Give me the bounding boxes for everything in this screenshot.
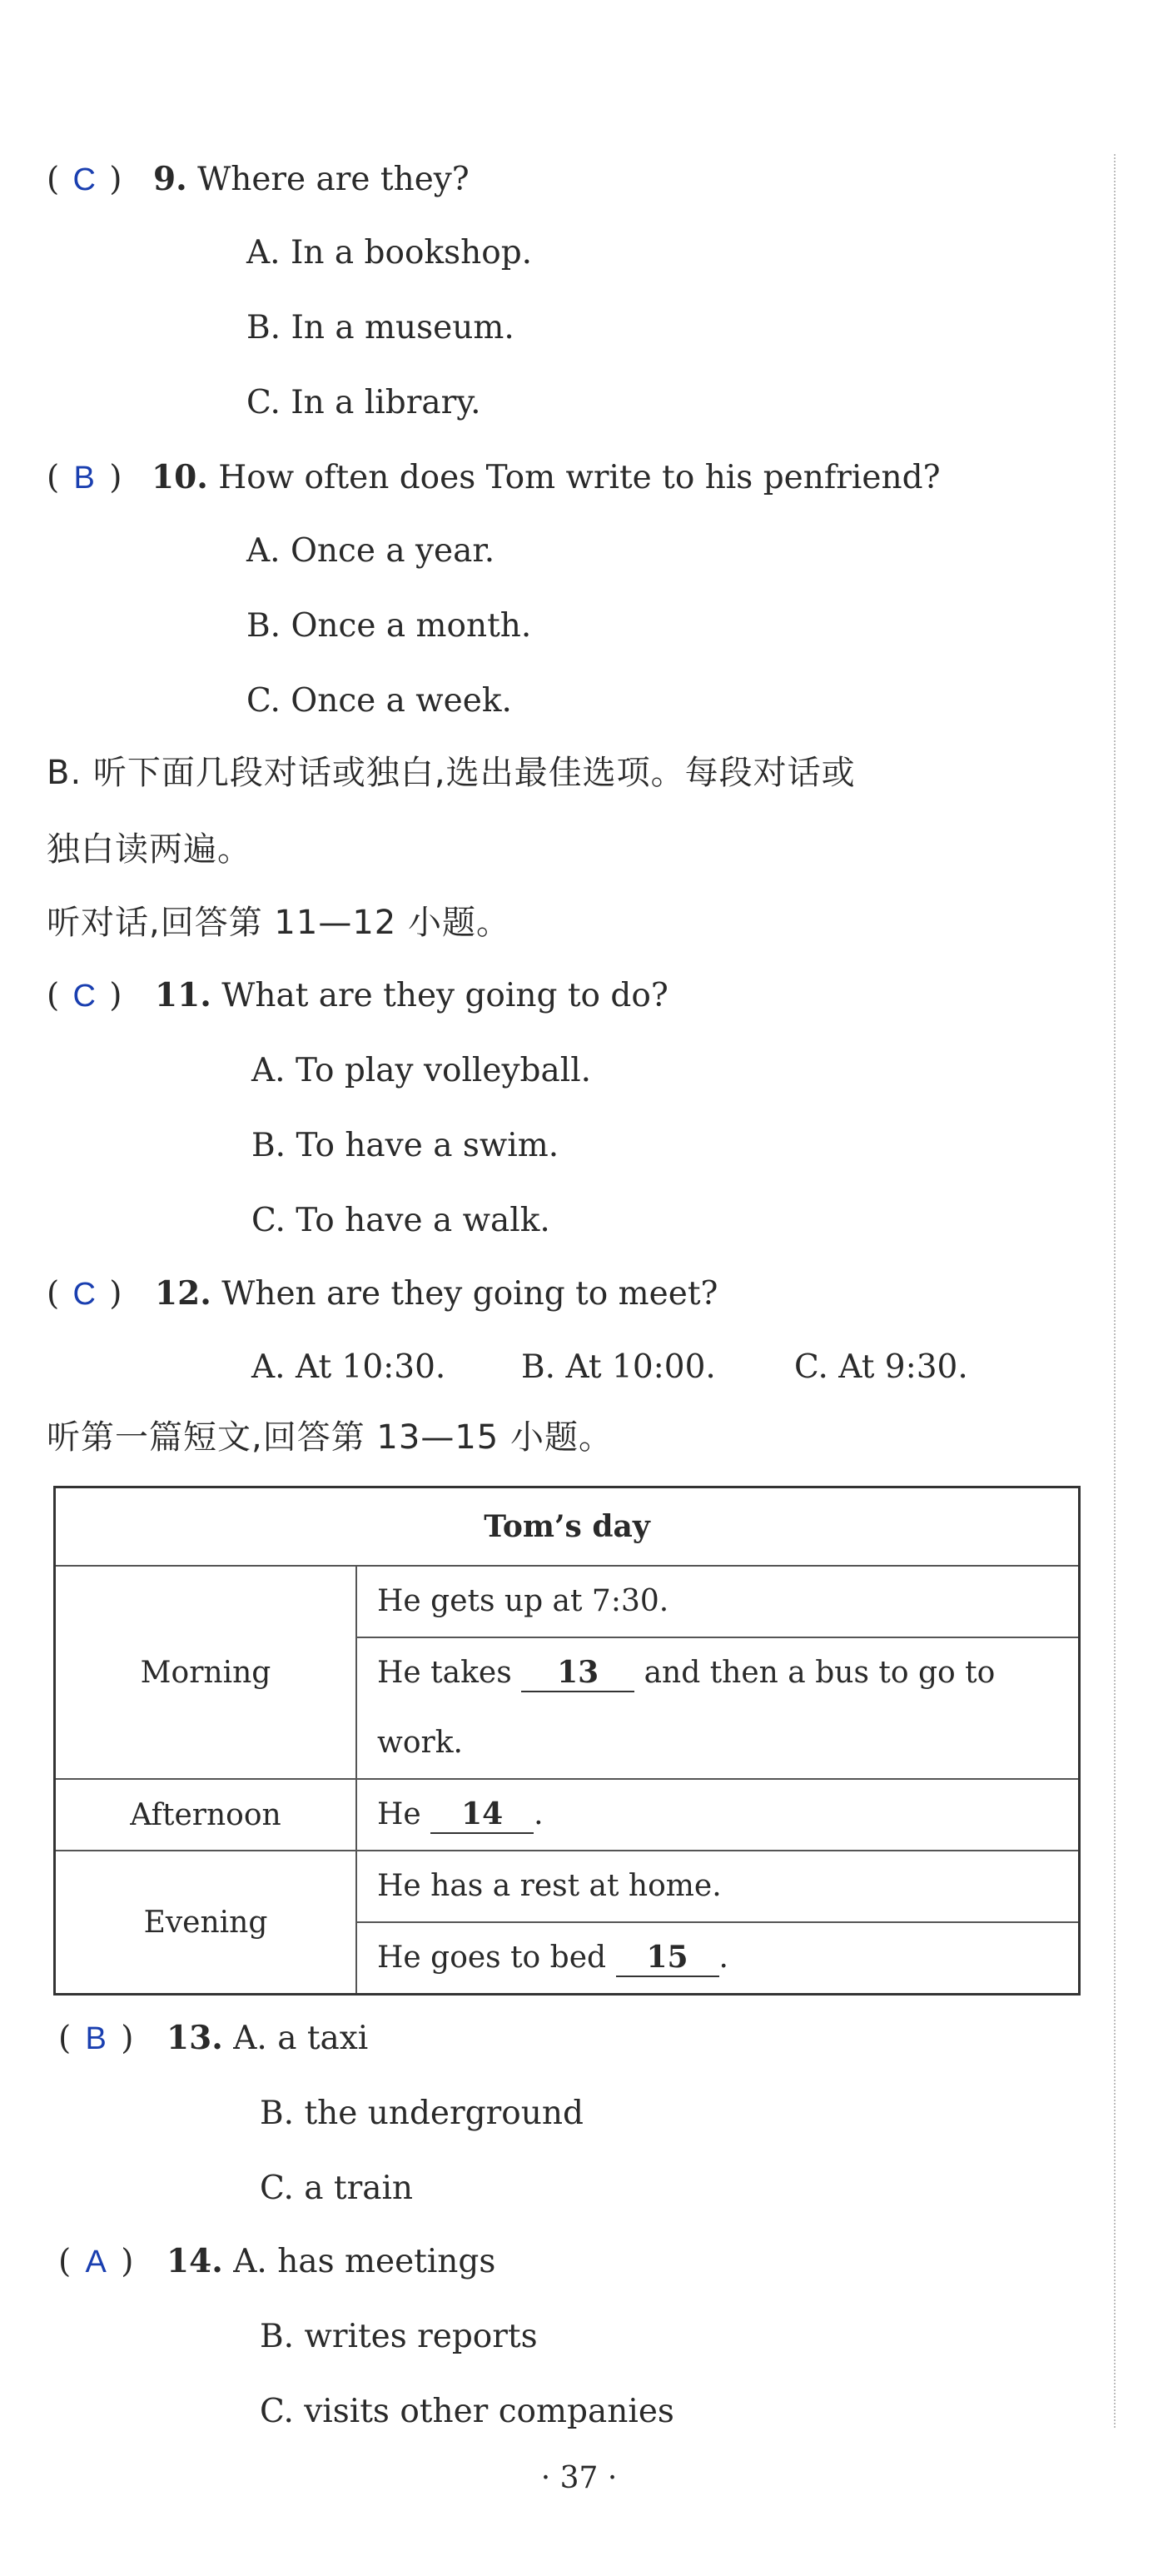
table-title: Tom’s day (55, 1487, 1080, 1567)
q14-option-a: A. has meetings (233, 2243, 496, 2280)
dialogue-instruction: 听对话,回答第 11—12 小题。 (47, 904, 510, 942)
blank-14: 14 (430, 1799, 534, 1834)
q14-option-c: C. visits other companies (260, 2393, 674, 2430)
toms-day-table (53, 1486, 1081, 1996)
q13-option-b: B. the underground (260, 2095, 584, 2132)
evening-row-1: He has a rest at home. (356, 1851, 1080, 1922)
question-9: ( C ) 9. Where are they? (47, 160, 470, 198)
q11-option-b: B. To have a swim. (251, 1127, 559, 1164)
q12-option-b: B. At 10:00. (521, 1348, 716, 1386)
afternoon-row: He 14 . (356, 1779, 1080, 1851)
morning-label: Morning (55, 1566, 357, 1779)
answer-9: C (72, 162, 96, 197)
evening-label: Evening (55, 1851, 357, 1995)
q14-option-b: B. writes reports (260, 2318, 538, 2355)
morning-row-2: He takes 13 and then a bus to go to work. (356, 1637, 1080, 1779)
answer-11: C (72, 979, 96, 1014)
question-12-text: When are they going to meet? (221, 1275, 718, 1313)
evening-row-2: He goes to bed 15 . (356, 1922, 1080, 1995)
blank-15: 15 (616, 1942, 719, 1977)
question-11: ( C ) 11. What are they going to do? (47, 976, 668, 1014)
q9-option-c: C. In a library. (246, 384, 481, 421)
afternoon-label: Afternoon (55, 1779, 357, 1851)
q9-option-a: A. In a bookshop. (246, 234, 533, 272)
qnum-10: 10 (152, 458, 197, 496)
qnum-11: 11 (155, 976, 201, 1014)
passage-instruction: 听第一篇短文,回答第 13—15 小题。 (47, 1418, 613, 1457)
q12-option-c: C. At 9:30. (794, 1348, 968, 1386)
q10-option-a: A. Once a year. (246, 532, 495, 570)
question-11-text: What are they going to do? (221, 977, 668, 1014)
question-9-text: Where are they? (197, 161, 470, 198)
qnum-12: 12 (155, 1274, 201, 1313)
margin-dotted-line (1114, 154, 1116, 2428)
question-13: ( B ) 13. A. a taxi (58, 2019, 369, 2057)
morning-row-1: He gets up at 7:30. (356, 1566, 1080, 1637)
qnum-9: 9 (153, 160, 176, 198)
q11-option-a: A. To play volleyball. (251, 1052, 592, 1089)
q13-option-c: C. a train (260, 2170, 414, 2207)
q13-option-a: A. a taxi (233, 2020, 369, 2057)
q9-option-b: B. In a museum. (246, 309, 514, 346)
q10-option-c: C. Once a week. (246, 682, 512, 720)
question-10: ( B ) 10. How often does Tom write to his penfriend? (47, 458, 941, 496)
q10-option-b: B. Once a month. (246, 607, 532, 645)
section-b-line-2: 独白读两遍。 (47, 830, 251, 869)
question-14: ( A ) 14. A. has meetings (58, 2242, 496, 2280)
answer-10: B (73, 461, 95, 496)
question-10-text: How often does Tom write to his penfriend? (218, 459, 941, 496)
answer-12: C (72, 1277, 96, 1312)
page-number: · 37 · (540, 2461, 618, 2495)
question-12: ( C ) 12. When are they going to meet? (47, 1274, 718, 1313)
qnum-14: 14 (166, 2242, 212, 2280)
answer-14: A (85, 2245, 107, 2280)
qnum-13: 13 (166, 2019, 212, 2057)
q11-option-c: C. To have a walk. (251, 1202, 550, 1239)
q12-option-a: A. At 10:30. (251, 1348, 446, 1386)
answer-13: B (85, 2021, 107, 2056)
blank-13: 13 (521, 1657, 634, 1692)
section-b-line-1: B. 听下面几段对话或独白,选出最佳选项。每段对话或 (47, 754, 856, 792)
